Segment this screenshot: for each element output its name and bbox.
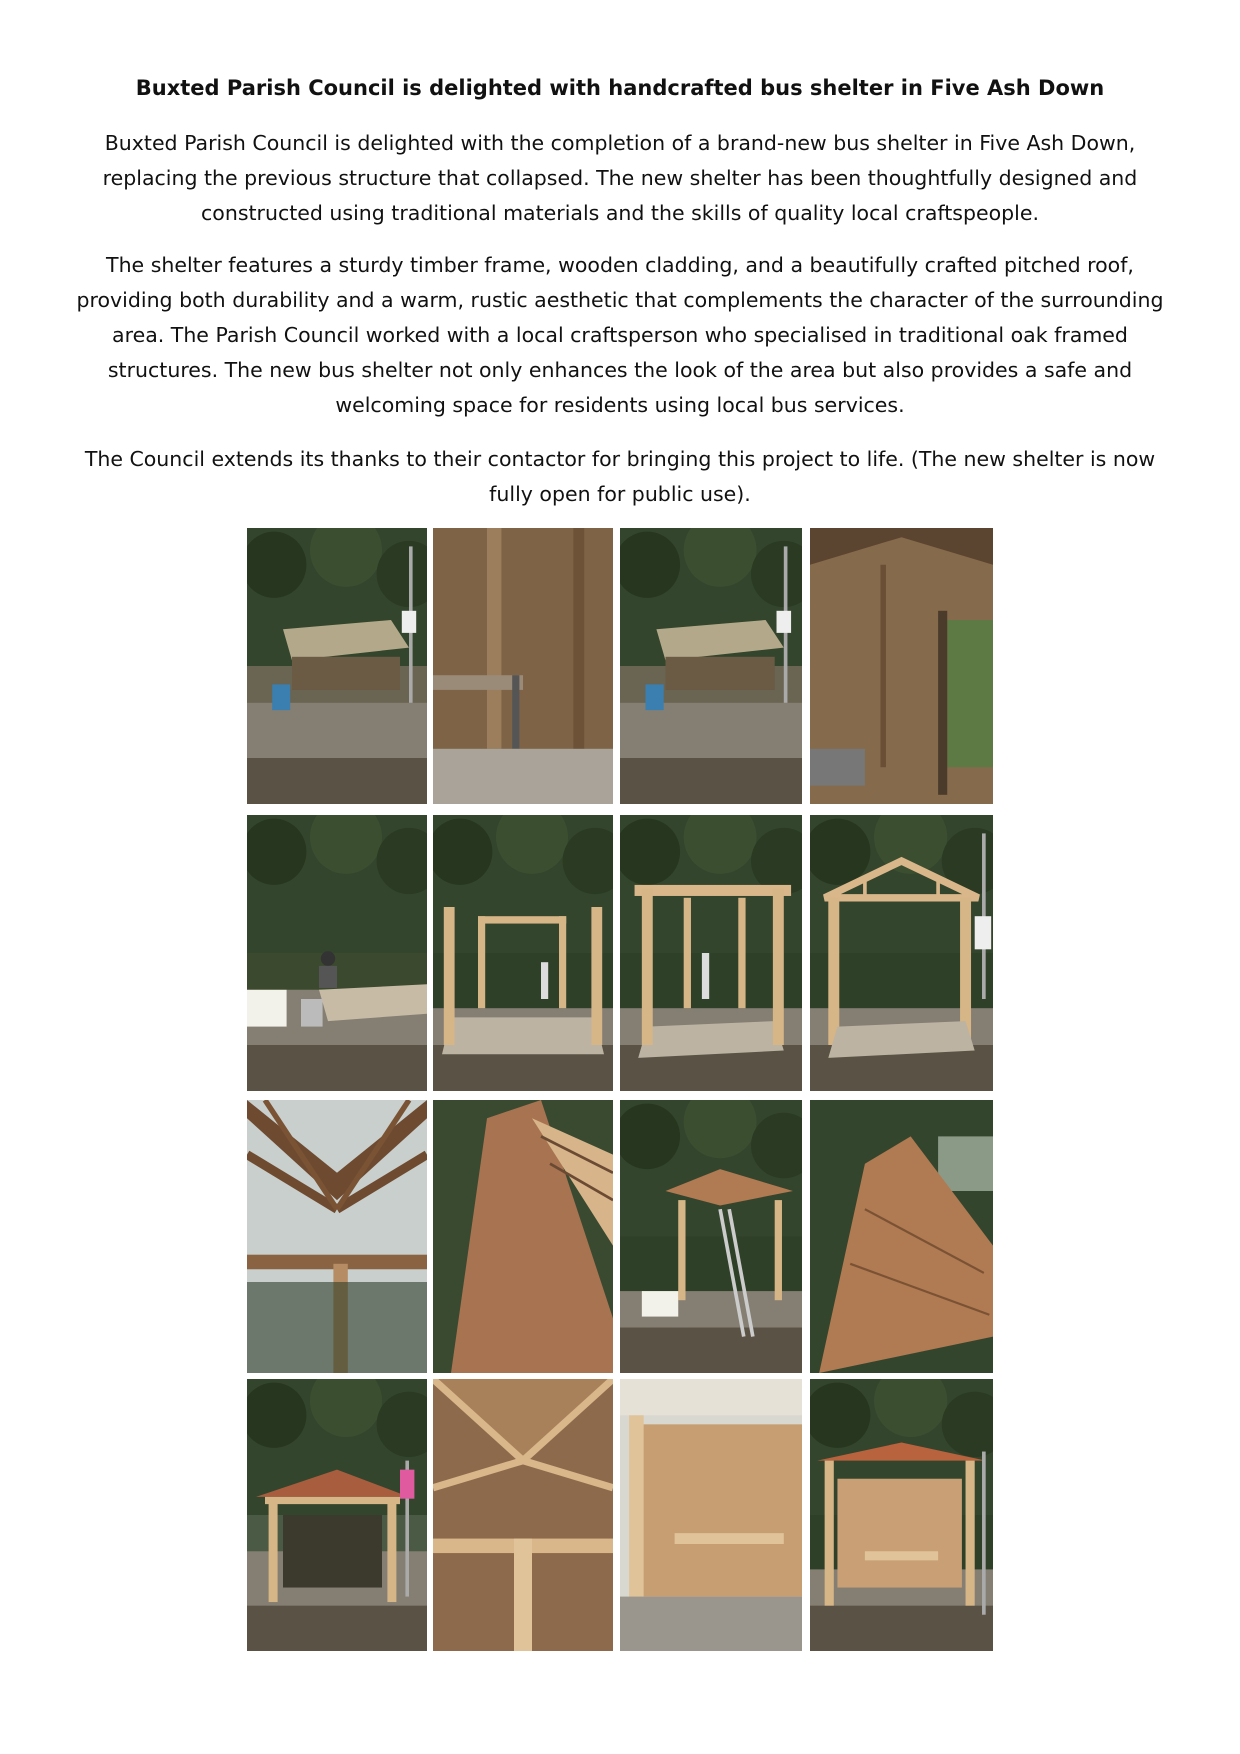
photo-old-shelter-cladding [810, 528, 993, 804]
photo-old-shelter-roadside [247, 528, 427, 804]
photo-timber-frame-rafters [810, 815, 993, 1091]
paragraph-thanks: The Council extends its thanks to their contactor for bringing this project to life. (The new shelter is now fully open for public use). [84, 447, 1156, 506]
photo-completed-shelter-bench [810, 1379, 993, 1651]
paragraph-intro: Buxted Parish Council is delighted with the completion of a brand-new bus shelter in Five Ash Down, replacing the previous structure that collapsed. The new shelter has been thoughtfully designed and constructed using traditional materials and the skills of quality local craftspeople. [102, 131, 1138, 225]
photo-timber-posts-frame [433, 815, 613, 1091]
photo-old-shelter-interior-bench [433, 528, 613, 804]
photo-roof-shingles-partial [433, 1100, 613, 1373]
photo-roof-shingles-complete [810, 1100, 993, 1373]
photo-roof-underside-finished [433, 1379, 613, 1651]
photo-concrete-base-workman [247, 815, 427, 1091]
photo-shelter-roof-ladder [620, 1100, 802, 1373]
paragraph-features: The shelter features a sturdy timber frame, wooden cladding, and a beautifully crafted pitched roof, providing both durability and a warm, rustic aesthetic that complements the character of the surrounding area. The Parish Council worked with a local craftsperson who specialised in traditional oak framed structures. The new bus shelter not only enhances the look of the area but also provides a safe and welcoming space for residents using local bus services. [76, 253, 1164, 417]
photo-roof-rafters-underside [247, 1100, 427, 1373]
photo-completed-shelter-front [247, 1379, 427, 1651]
photo-gallery [247, 528, 993, 1642]
photo-old-shelter-roadside [620, 528, 802, 804]
article-title: Buxted Parish Council is delighted with handcrafted bus shelter in Five Ash Down [135, 76, 1105, 100]
photo-finished-shelter-interior [620, 1379, 802, 1651]
photo-timber-frame-beams [620, 815, 802, 1091]
